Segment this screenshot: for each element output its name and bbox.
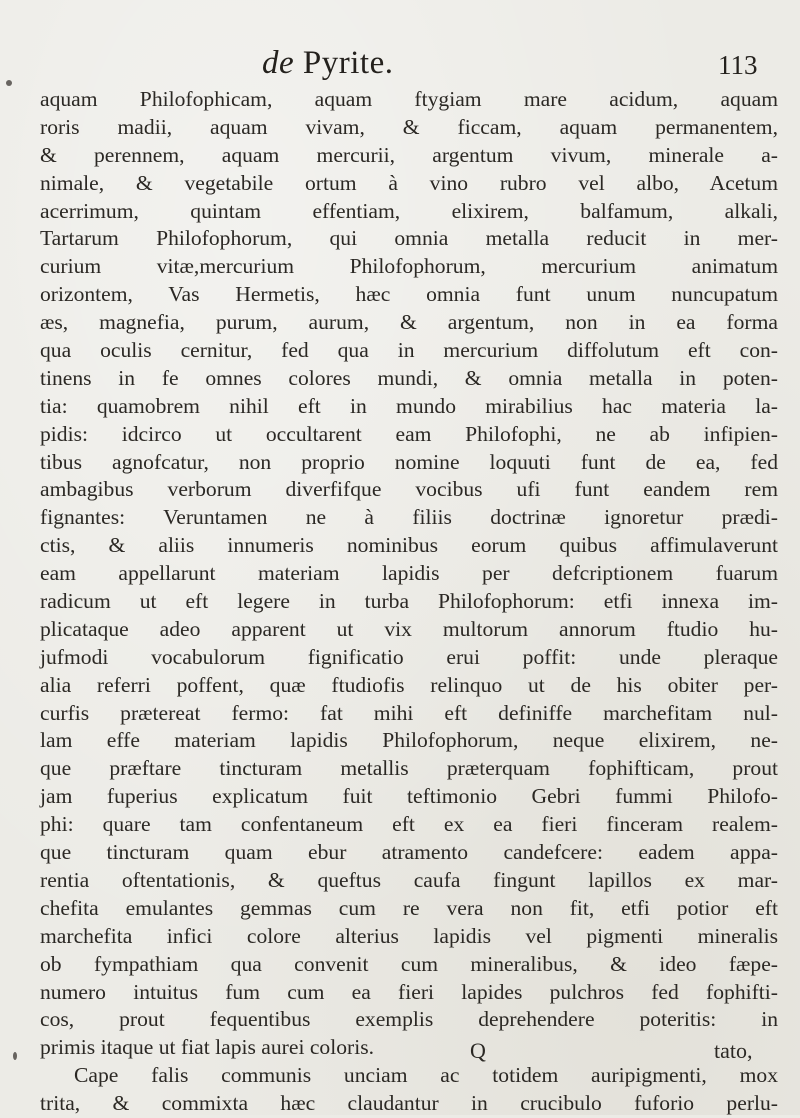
text-line: que præftare tincturam metallis præterquam fophifticam, prout: [40, 756, 778, 781]
running-title-italic: de: [262, 45, 295, 81]
text-line: tibus agnofcatur, non proprio nomine loquuti funt de ea, fed: [40, 449, 778, 474]
text-line: orizontem, Vas Hermetis, hæc omnia funt unum nuncupatum: [40, 282, 778, 307]
catchline: [0, 1036, 800, 1066]
text-line: roris madii, aquam vivam, & ficcam, aquam permanentem,: [40, 114, 778, 139]
catchword: tato,: [714, 1038, 753, 1063]
running-head: [0, 40, 800, 86]
text-line: Cape falis communis unciam ac totidem auripigmenti, mox: [74, 1063, 778, 1088]
text-line: radicum ut eft legere in turba Philofophorum: etfi innexa im-: [40, 589, 778, 614]
text-line: plicataque adeo apparent ut vix multorum annorum ftudio hu-: [40, 616, 778, 641]
text-line: tia: quamobrem nihil eft in mundo mirabilius hac materia la-: [40, 393, 778, 418]
text-line: & perennem, aquam mercurii, argentum vivum, minerale a-: [40, 142, 778, 167]
text-line: nimale, & vegetabile ortum à vino rubro vel albo, Acetum: [40, 170, 778, 195]
signature-mark: Q: [470, 1038, 486, 1063]
text-line: qua oculis cernitur, fed qua in mercurium diffolutum eft con-: [40, 338, 778, 363]
text-line: alia referri poffent, quæ ftudiofis relinquo ut de his obiter per-: [40, 672, 778, 697]
text-line: ctis, & aliis innumeris nominibus eorum quibus affimulaverunt: [40, 533, 778, 558]
text-line: rentia oftentationis, & queftus caufa fingunt lapillos ex mar-: [40, 867, 778, 892]
text-line: acerrimum, quintam effentiam, elixirem, balfamum, alkali,: [40, 198, 778, 223]
text-line: pidis: idcirco ut occultarent eam Philofophi, ne ab infipien-: [40, 421, 778, 446]
text-line: chefita emulantes gemmas cum re vera non fit, etfi potior eft: [40, 895, 778, 920]
text-line: eam appellarunt materiam lapidis per defcriptionem fuarum: [40, 561, 778, 586]
page-number: 113: [718, 50, 758, 80]
text-line: lam effe materiam lapidis Philofophorum, neque elixirem, ne-: [40, 728, 778, 753]
text-line: numero intuitus fum cum ea fieri lapides pulchros fed fophifti-: [40, 979, 778, 1004]
text-line: ambagibus verborum diverfifque vocibus ufi funt eandem rem: [40, 477, 778, 502]
text-line: marchefita infici colore alterius lapidis vel pigmenti mineralis: [40, 923, 778, 948]
text-line: curfis prætereat fermo: fat mihi eft definiffe marchefitam nul-: [40, 700, 778, 725]
text-line: æs, magnefia, purum, aurum, & argentum, non in ea forma: [40, 310, 778, 335]
text-line: phi: quare tam confentaneum eft ex ea fieri finceram realem-: [40, 812, 778, 837]
margin-speck: [6, 80, 12, 86]
margin-speck: [13, 1052, 17, 1060]
running-title: [262, 40, 393, 86]
text-line: cos, prout fequentibus exemplis deprehendere poteritis: in: [40, 1007, 778, 1032]
text-line: fignantes: Veruntamen ne à filiis doctrinæ ignoretur prædi-: [40, 505, 778, 530]
running-title-roman: Pyrite.: [302, 45, 394, 81]
text-line: jam fuperius explicatum fuit teftimonio Gebri fummi Philofo-: [40, 784, 778, 809]
text-line: ob fympathiam qua convenit cum mineralibus, & ideo fæpe-: [40, 951, 778, 976]
text-line: trita, & commixta hæc claudantur in crucibulo fuforio perlu-: [40, 1091, 778, 1116]
body-text: [40, 86, 778, 1118]
text-line: primis itaque ut fiat lapis aurei coloris.: [40, 1035, 375, 1060]
text-line: curium vitæ,mercurium Philofophorum, mercurium animatum: [40, 254, 778, 279]
text-line: Tartarum Philofophorum, qui omnia metalla reducit in mer-: [40, 226, 778, 251]
text-line: que tincturam quam ebur atramento candefcere: eadem appa-: [40, 840, 778, 865]
text-line: aquam Philofophicam, aquam ftygiam mare acidum, aquam: [40, 87, 778, 111]
text-line: tinens in fe omnes colores mundi, & omnia metalla in poten-: [40, 365, 778, 390]
text-line: jufmodi vocabulorum fignificatio erui poffit: unde pleraque: [40, 644, 778, 669]
